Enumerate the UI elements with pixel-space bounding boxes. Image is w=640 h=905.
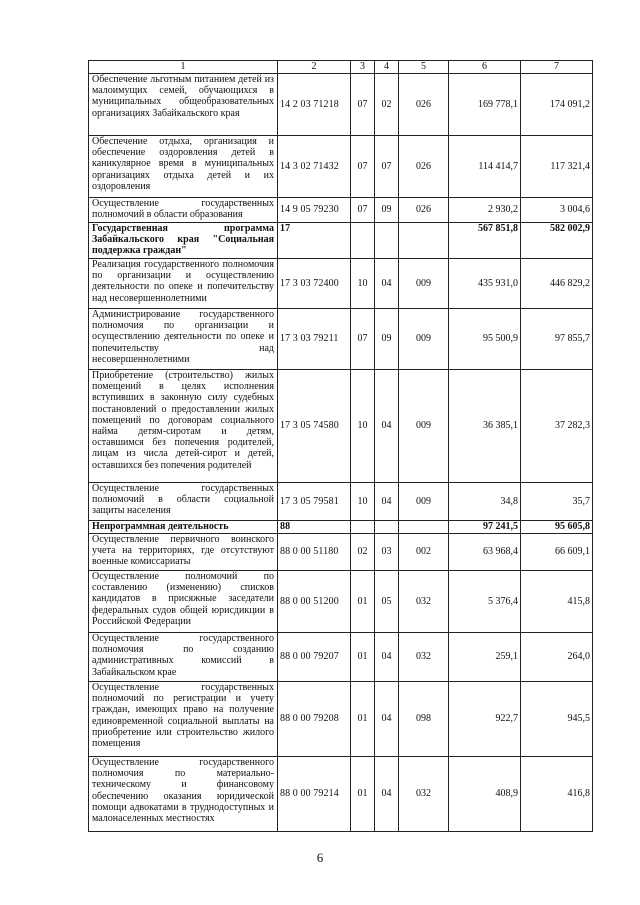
amount-year1-cell: 2 930,2 xyxy=(449,198,521,223)
table-row xyxy=(89,370,593,483)
column-header: 2 xyxy=(278,61,351,74)
item-name-cell: Осуществление государственного полномочия по созданию административных комиссий в Забайкальском крае xyxy=(89,633,278,682)
amount-year1-cell: 435 931,0 xyxy=(449,259,521,309)
expense-type-cell: 026 xyxy=(399,74,449,136)
subsection-code-cell: 04 xyxy=(375,633,399,682)
section-code-cell: 01 xyxy=(351,571,375,633)
expense-type-cell xyxy=(399,521,449,534)
item-name-cell: Приобретение (строительство) жилых помещений в целях исполнения вступивших в законную силу судебных постановлений о предоставлении жилых помещений по договорам социального найма детям-сиротам и детям, оставшимся без попечения родителей, лицам из числа детей-сирот и детей, оставшихся без попечения родителей xyxy=(89,370,278,483)
item-name-cell: Непрограммная деятельность xyxy=(89,521,278,534)
section-code-cell: 01 xyxy=(351,633,375,682)
table-section-row xyxy=(89,223,593,259)
target-code-cell: 17 3 05 74580 xyxy=(278,370,351,483)
target-code-cell: 88 xyxy=(278,521,351,534)
section-code-cell: 07 xyxy=(351,309,375,370)
subsection-code-cell: 07 xyxy=(375,136,399,198)
amount-year2-cell: 3 004,6 xyxy=(521,198,593,223)
amount-year2-cell: 97 855,7 xyxy=(521,309,593,370)
table-row xyxy=(89,757,593,832)
amount-year1-cell: 114 414,7 xyxy=(449,136,521,198)
table-row xyxy=(89,633,593,682)
expense-type-cell: 009 xyxy=(399,309,449,370)
subsection-code-cell xyxy=(375,223,399,259)
item-name-cell: Государственная программа Забайкальского края "Социальная поддержка граждан" xyxy=(89,223,278,259)
subsection-code-cell xyxy=(375,521,399,534)
target-code-cell: 17 3 03 79211 xyxy=(278,309,351,370)
expense-type-cell: 026 xyxy=(399,136,449,198)
amount-year2-cell: 582 002,9 xyxy=(521,223,593,259)
table-row xyxy=(89,259,593,309)
item-name-cell: Осуществление первичного воинского учета на территориях, где отсутствуют военные комиссариаты xyxy=(89,534,278,571)
amount-year2-cell: 174 091,2 xyxy=(521,74,593,136)
amount-year2-cell: 37 282,3 xyxy=(521,370,593,483)
column-header: 3 xyxy=(351,61,375,74)
section-code-cell: 10 xyxy=(351,370,375,483)
amount-year2-cell: 35,7 xyxy=(521,483,593,521)
subsection-code-cell: 03 xyxy=(375,534,399,571)
table-row xyxy=(89,682,593,757)
amount-year1-cell: 97 241,5 xyxy=(449,521,521,534)
subsection-code-cell: 05 xyxy=(375,571,399,633)
section-code-cell: 07 xyxy=(351,74,375,136)
amount-year2-cell: 264,0 xyxy=(521,633,593,682)
amount-year2-cell: 446 829,2 xyxy=(521,259,593,309)
section-code-cell: 01 xyxy=(351,682,375,757)
table-row xyxy=(89,74,593,136)
section-code-cell: 02 xyxy=(351,534,375,571)
section-code-cell: 10 xyxy=(351,259,375,309)
item-name-cell: Обеспечение отдыха, организация и обеспечение оздоровления детей в каникулярное время в муниципальных организациях отдыха детей и их оздоровления xyxy=(89,136,278,198)
expense-type-cell: 009 xyxy=(399,259,449,309)
expense-type-cell: 032 xyxy=(399,757,449,832)
expense-type-cell: 002 xyxy=(399,534,449,571)
amount-year1-cell: 922,7 xyxy=(449,682,521,757)
column-header: 6 xyxy=(449,61,521,74)
column-header: 7 xyxy=(521,61,593,74)
item-name-cell: Реализация государственного полномочия по организации и осуществлению деятельности по опеке и попечительству над несовершеннолетними xyxy=(89,259,278,309)
page-number: 6 xyxy=(316,850,324,865)
section-code-cell: 01 xyxy=(351,757,375,832)
subsection-code-cell: 09 xyxy=(375,309,399,370)
table-row xyxy=(89,483,593,521)
item-name-cell: Администрирование государственного полномочия по организации и осуществлению деятельности по опеке и попечительству над несовершеннолетними xyxy=(89,309,278,370)
table-row xyxy=(89,571,593,633)
subsection-code-cell: 09 xyxy=(375,198,399,223)
target-code-cell: 88 0 00 79208 xyxy=(278,682,351,757)
amount-year2-cell: 117 321,4 xyxy=(521,136,593,198)
amount-year1-cell: 63 968,4 xyxy=(449,534,521,571)
amount-year2-cell: 416,8 xyxy=(521,757,593,832)
amount-year1-cell: 567 851,8 xyxy=(449,223,521,259)
item-name-cell: Осуществление государственных полномочий в области социальной защиты населения xyxy=(89,483,278,521)
amount-year1-cell: 34,8 xyxy=(449,483,521,521)
item-name-cell: Осуществление государственного полномочия по материально-техническому и финансовому обеспечению оказания юридической помощи адвокатами в труднодоступных и малонаселенных местностях xyxy=(89,757,278,832)
budget-table-container xyxy=(88,60,592,832)
amount-year1-cell: 169 778,1 xyxy=(449,74,521,136)
amount-year2-cell: 95 605,8 xyxy=(521,521,593,534)
subsection-code-cell: 02 xyxy=(375,74,399,136)
expense-type-cell: 009 xyxy=(399,370,449,483)
section-code-cell: 10 xyxy=(351,483,375,521)
item-name-cell: Осуществление государственных полномочий в области образования xyxy=(89,198,278,223)
expense-type-cell xyxy=(399,223,449,259)
section-code-cell: 07 xyxy=(351,198,375,223)
target-code-cell: 88 0 00 51180 xyxy=(278,534,351,571)
column-header: 4 xyxy=(375,61,399,74)
target-code-cell: 88 0 00 79207 xyxy=(278,633,351,682)
amount-year2-cell: 66 609,1 xyxy=(521,534,593,571)
subsection-code-cell: 04 xyxy=(375,483,399,521)
column-header: 1 xyxy=(89,61,278,74)
item-name-cell: Осуществление полномочий по составлению (изменению) списков кандидатов в присяжные заседатели федеральных судов общей юрисдикции в Российской Федерации xyxy=(89,571,278,633)
table-body xyxy=(89,74,593,832)
target-code-cell: 14 2 03 71218 xyxy=(278,74,351,136)
item-name-cell: Осуществление государственных полномочий по регистрации и учету граждан, имеющих право на получение единовременной социальной выплаты на приобретение или строительство жилого помещения xyxy=(89,682,278,757)
subsection-code-cell: 04 xyxy=(375,259,399,309)
expense-type-cell: 026 xyxy=(399,198,449,223)
target-code-cell: 14 9 05 79230 xyxy=(278,198,351,223)
item-name-cell: Обеспечение льготным питанием детей из малоимущих семей, обучающихся в муниципальных общеобразовательных организациях Забайкальского края xyxy=(89,74,278,136)
column-header: 5 xyxy=(399,61,449,74)
target-code-cell: 14 3 02 71432 xyxy=(278,136,351,198)
target-code-cell: 88 0 00 51200 xyxy=(278,571,351,633)
subsection-code-cell: 04 xyxy=(375,682,399,757)
section-code-cell xyxy=(351,223,375,259)
table-row xyxy=(89,198,593,223)
amount-year1-cell: 408,9 xyxy=(449,757,521,832)
amount-year2-cell: 945,5 xyxy=(521,682,593,757)
table-row xyxy=(89,136,593,198)
table-row xyxy=(89,309,593,370)
amount-year2-cell: 415,8 xyxy=(521,571,593,633)
table-section-row xyxy=(89,521,593,534)
expense-type-cell: 032 xyxy=(399,633,449,682)
amount-year1-cell: 259,1 xyxy=(449,633,521,682)
target-code-cell: 17 xyxy=(278,223,351,259)
target-code-cell: 88 0 00 79214 xyxy=(278,757,351,832)
table-row xyxy=(89,534,593,571)
expense-type-cell: 009 xyxy=(399,483,449,521)
amount-year1-cell: 95 500,9 xyxy=(449,309,521,370)
expense-type-cell: 098 xyxy=(399,682,449,757)
expense-type-cell: 032 xyxy=(399,571,449,633)
column-number-header-row xyxy=(89,61,593,74)
subsection-code-cell: 04 xyxy=(375,370,399,483)
target-code-cell: 17 3 03 72400 xyxy=(278,259,351,309)
subsection-code-cell: 04 xyxy=(375,757,399,832)
section-code-cell xyxy=(351,521,375,534)
section-code-cell: 07 xyxy=(351,136,375,198)
amount-year1-cell: 36 385,1 xyxy=(449,370,521,483)
budget-allocation-table xyxy=(88,60,593,832)
target-code-cell: 17 3 05 79581 xyxy=(278,483,351,521)
amount-year1-cell: 5 376,4 xyxy=(449,571,521,633)
